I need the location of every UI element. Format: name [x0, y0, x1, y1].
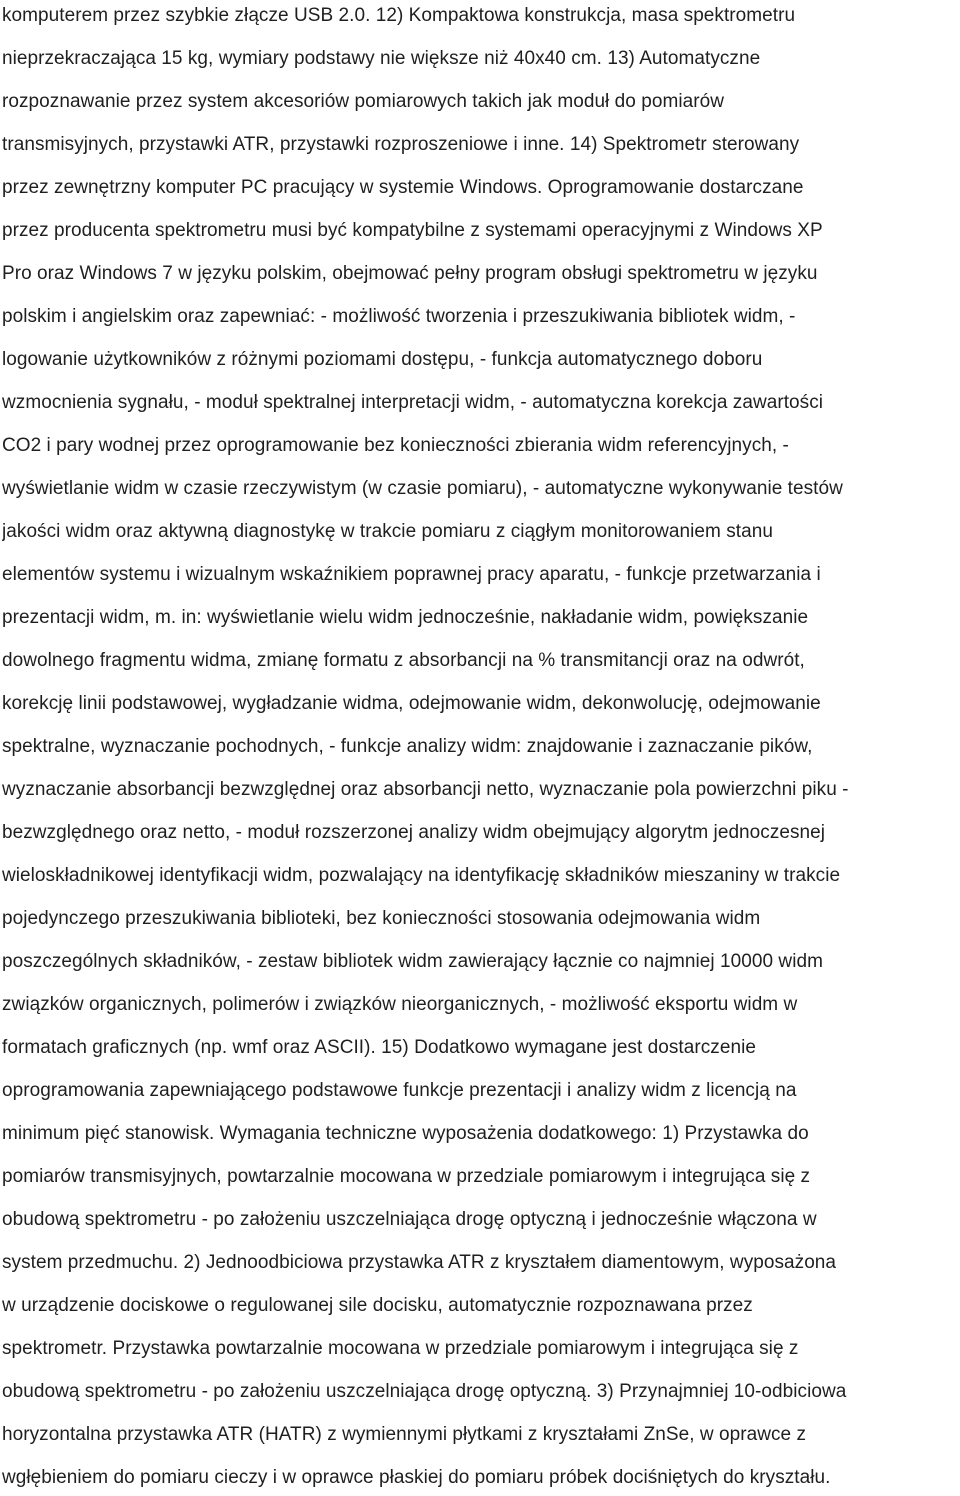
- text-line: Pro oraz Windows 7 w języku polskim, obejmować pełny program obsługi spektrometru w języku: [2, 263, 818, 284]
- text-line: pomiarów transmisyjnych, powtarzalnie mocowana w przedziale pomiarowym i integrująca się z: [2, 1166, 811, 1187]
- text-line: nieprzekraczająca 15 kg, wymiary podstawy nie większe niż 40x40 cm. 13) Automatyczne: [2, 48, 761, 69]
- text-line: formatach graficznych (np. wmf oraz ASCII). 15) Dodatkowo wymagane jest dostarczenie: [2, 1037, 756, 1058]
- text-line: korekcję linii podstawowej, wygładzanie widma, odejmowanie widm, dekonwolucję, odejmowanie: [2, 693, 821, 714]
- text-line: bezwzględnego oraz netto, - moduł rozszerzonej analizy widm obejmujący algorytm jednoczesnej: [2, 822, 826, 843]
- text-line: związków organicznych, polimerów i związków nieorganicznych, - możliwość eksportu widm w: [2, 994, 798, 1015]
- text-line: system przedmuchu. 2) Jednoodbiciowa przystawka ATR z kryształem diamentowym, wyposażona: [2, 1252, 837, 1273]
- text-line: spektrometr. Przystawka powtarzalnie mocowana w przedziale pomiarowym i integrująca się z: [2, 1338, 799, 1359]
- text-line: przez producenta spektrometru musi być kompatybilne z systemami operacyjnymi z Windows XP: [2, 220, 823, 241]
- text-line: wzmocnienia sygnału, - moduł spektralnej interpretacji widm, - automatyczna korekcja zawartości: [2, 392, 824, 413]
- text-line: oprogramowania zapewniającego podstawowe funkcje prezentacji i analizy widm z licencją na: [2, 1080, 797, 1101]
- text-line: CO2 i pary wodnej przez oprogramowanie bez konieczności zbierania widm referencyjnych, -: [2, 435, 789, 456]
- text-line: elementów systemu i wizualnym wskaźnikiem poprawnej pracy aparatu, - funkcje przetwarzania i: [2, 564, 821, 585]
- text-line: w urządzenie dociskowe o regulowanej sile docisku, automatycznie rozpoznawana przez: [2, 1295, 753, 1316]
- text-line: pojedynczego przeszukiwania biblioteki, bez konieczności stosowania odejmowania widm: [2, 908, 761, 929]
- text-line: wgłębieniem do pomiaru cieczy i w oprawce płaskiej do pomiaru próbek dociśniętych do kryształu.: [2, 1467, 831, 1488]
- text-line: obudową spektrometru - po założeniu uszczelniająca drogę optyczną. 3) Przynajmniej 10-odbiciowa: [2, 1381, 847, 1402]
- text-line: polskim i angielskim oraz zapewniać: - możliwość tworzenia i przeszukiwania bibliotek widm, -: [2, 306, 796, 327]
- text-line: poszczególnych składników, - zestaw bibliotek widm zawierający łącznie co najmniej 10000 widm: [2, 951, 823, 972]
- text-line: jakości widm oraz aktywną diagnostykę w trakcie pomiaru z ciągłym monitorowaniem stanu: [2, 521, 773, 542]
- text-line: horyzontalna przystawka ATR (HATR) z wymiennymi płytkami z kryształami ZnSe, w oprawce z: [2, 1424, 807, 1445]
- text-line: przez zewnętrzny komputer PC pracujący w systemie Windows. Oprogramowanie dostarczane: [2, 177, 804, 198]
- text-line: komputerem przez szybkie złącze USB 2.0. 12) Kompaktowa konstrukcja, masa spektrometru: [2, 5, 796, 26]
- text-line: rozpoznawanie przez system akcesoriów pomiarowych takich jak moduł do pomiarów: [2, 91, 724, 112]
- text-line: wieloskładnikowej identyfikacji widm, pozwalający na identyfikację składników mieszaniny w trakcie: [2, 865, 841, 886]
- text-line: spektralne, wyznaczanie pochodnych, - funkcje analizy widm: znajdowanie i zaznaczanie pików,: [2, 736, 813, 757]
- text-line: wyświetlanie widm w czasie rzeczywistym (w czasie pomiaru), - automatyczne wykonywanie testów: [2, 478, 843, 499]
- text-line: prezentacji widm, m. in: wyświetlanie wielu widm jednocześnie, nakładanie widm, powiększanie: [2, 607, 809, 628]
- text-line: transmisyjnych, przystawki ATR, przystawki rozproszeniowe i inne. 14) Spektrometr sterowany: [2, 134, 800, 155]
- text-line: wyznaczanie absorbancji bezwzględnej oraz absorbancji netto, wyznaczanie pola powierzchni piku -: [2, 779, 849, 800]
- text-line: dowolnego fragmentu widma, zmianę formatu z absorbancji na % transmitancji oraz na odwrót,: [2, 650, 805, 671]
- text-line: logowanie użytkowników z różnymi poziomami dostępu, - funkcja automatycznego doboru: [2, 349, 763, 370]
- text-line: obudową spektrometru - po założeniu uszczelniająca drogę optyczną i jednocześnie włączona w: [2, 1209, 817, 1230]
- text-line: minimum pięć stanowisk. Wymagania techniczne wyposażenia dodatkowego: 1) Przystawka do: [2, 1123, 809, 1144]
